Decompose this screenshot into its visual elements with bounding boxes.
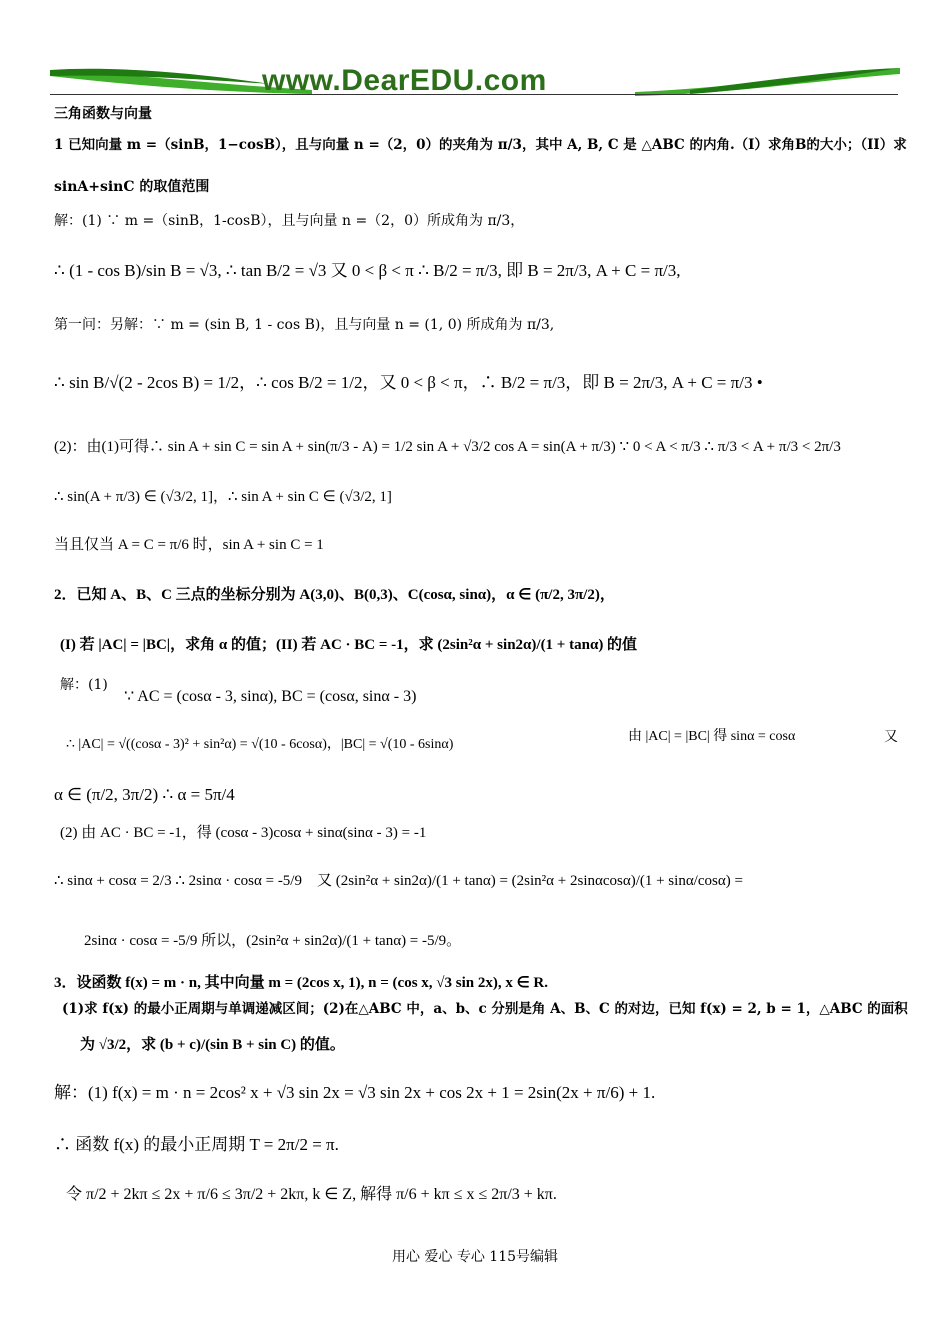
p2-part2-line3: 2sinα · cosα = -5/9 所以，(2sin²α + sin2α)/(1 + tanα) = -5/9。 <box>84 933 462 949</box>
p2-part2-line2: ∴ sinα + cosα = 2/3 ∴ 2sinα · cosα = -5/9 又 (2sin²α + sin2α)/(1 + tanα) = (2sin²α + 2sinαcosα)/(1 + sinα/cosα) = <box>54 873 743 889</box>
p2-sol-line2b: 由 |AC| = |BC| 得 sinα = cosα <box>628 729 796 744</box>
p1-sol-line1: 解：(1) ∵ m =（sinB，1-cosB），且与向量 n =（2，0）所成角为 π/3， <box>54 213 525 229</box>
p2-sol-label: 解：(1) <box>60 677 108 693</box>
p1-part2-line2: ∴ sin(A + π/3) ∈ (√3/2, 1]，∴ sin A + sin C ∈ (√3/2, 1] <box>54 489 392 505</box>
p2-part2-line1: (2) 由 AC · BC = -1，得 (cosα - 3)cosα + sinα(sinα - 3) = -1 <box>60 825 427 841</box>
p3-sol-line3: 令 π/2 + 2kπ ≤ 2x + π/6 ≤ 3π/2 + 2kπ, k ∈ Z, 解得 π/6 + kπ ≤ x ≤ 2π/3 + kπ. <box>66 1186 557 1203</box>
p3-question-cont2: 为 √3/2，求 (b + c)/(sin B + sin C) 的值。 <box>80 1037 345 1053</box>
doc-title: 三角函数与向量 <box>54 105 152 121</box>
p1-question: 1 已知向量 m =（sinB，1−cosB），且与向量 n =（2，0）的夹角为 π/3，其中 A, B, C 是 △ABC 的内角.（I）求角B的大小；（II）求 <box>54 137 907 153</box>
p1-alt-line2: ∴ sin B/√(2 - 2cos B) = 1/2，∴ cos B/2 = 1/2，又 0 < β < π，∴ B/2 = π/3，即 B = 2π/3, A + C = π/3 • <box>54 373 763 392</box>
page-footer: 用心 爱心 专心 115号编辑 <box>391 1249 559 1265</box>
p1-sol-line2: ∴ (1 - cos B)/sin B = √3, ∴ tan B/2 = √3 又 0 < β < π ∴ B/2 = π/3, 即 B = 2π/3, A + C = π/3, <box>54 261 681 280</box>
p3-question: 3．设函数 f(x) = m · n, 其中向量 m = (2cos x, 1), n = (cos x, √3 sin 2x), x ∈ R. <box>54 975 549 991</box>
p2-sol-line2: ∴ |AC| = √((cosα - 3)² + sin²α) = √(10 - 6cosα)，|BC| = √(10 - 6sinα) <box>66 737 454 752</box>
p2-sol-line3: α ∈ (π/2, 3π/2) ∴ α = 5π/4 <box>54 785 235 804</box>
p2-question: 2．已知 A、B、C 三点的坐标分别为 A(3,0)、B(0,3)、C(cosα, sinα)，α ∈ (π/2, 3π/2)， <box>54 587 615 603</box>
p2-sol-line1: ∵ AC = (cosα - 3, sinα), BC = (cosα, sinα - 3) <box>124 688 417 705</box>
p1-alt-solution: 第一问：另解：∵ m = (sin B, 1 - cos B)，且与向量 n = (1, 0) 所成角为 π/3, <box>54 317 555 333</box>
p3-sol-line2: ∴ 函数 f(x) 的最小正周期 T = 2π/2 = π. <box>54 1135 339 1154</box>
p1-part2-line1: (2)：由(1)可得∴ sin A + sin C = sin A + sin(π/3 - A) = 1/2 sin A + √3/2 cos A = sin(A + π/3) ∵ 0 < A < π/3 ∴ π/3 < A + π/3 < 2π/3 <box>54 439 841 455</box>
p2-question-cont: (I) 若 |AC| = |BC|，求角 α 的值；(II) 若 AC · BC = -1，求 (2sin²α + sin2α)/(1 + tanα) 的值 <box>60 637 638 653</box>
p1-part2-line3: 当且仅当 A = C = π/6 时，sin A + sin C = 1 <box>54 537 324 553</box>
site-logo[interactable]: www.DearEDU.com <box>262 64 547 97</box>
p1-question-cont: sinA+sinC 的取值范围 <box>54 179 210 195</box>
p3-sol-line1: 解：(1) f(x) = m · n = 2cos² x + √3 sin 2x = √3 sin 2x + cos 2x + 1 = 2sin(2x + π/6) + 1. <box>54 1083 656 1102</box>
header-rule <box>50 94 898 95</box>
p2-sol-you: 又 <box>884 729 898 745</box>
p3-question-cont: (1)求 f(x) 的最小正周期与单调递减区间；(2)在△ABC 中，a、b、c 分别是角 A、B、C 的对边，已知 f(x) = 2, b = 1，△ABC 的面积 <box>62 1001 908 1017</box>
